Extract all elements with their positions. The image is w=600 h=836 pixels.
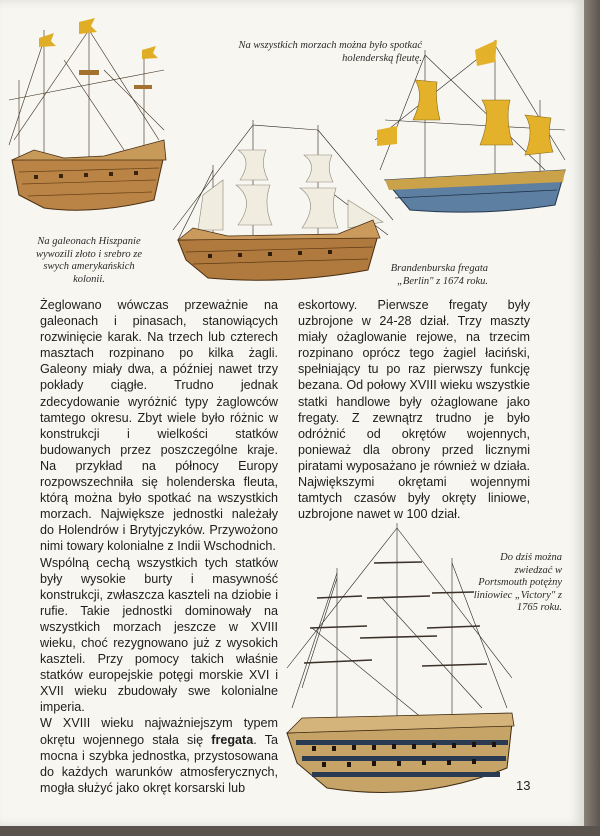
frigate-text-end: . Ta mocna i szybka jednostka, przystosowana do każdych warunków atmosferycznych, mogła służyć jako okręt korsarski lub [40,732,278,795]
page-number: 13 [516,778,531,793]
paragraph-common-features: Wspólną cechą wszystkich tych statków były wysokie burty i masywność konstrukcji, zwłaszcza kaszteli na dziobie i rufie. Takie jednostki dominowały na wszystkich morzach jeszcze w XVIII wieku, choć rezygnowano już z wysokich kaszteli. Przy pomocy takich właśnie statków europejskie potęgi morskie XVI i XVII wieku zbudowały swe kolonialne imperia. [40,555,278,715]
caption-spanish-galleon: Na galeonach Hiszpanie wywozili złoto i srebro ze swych amerykańskich kolonii. [36,236,142,285]
spanish-galleon-illustration [4,10,172,225]
paragraph-escort-frigates: eskortowy. Pierwsze fregaty były uzbrojone w 24-28 dział. Trzy maszty miały ożaglowanie rejowe, na trzecim rozpinano oprócz tego żagiel łaciński, spełniający tu po raz pierwszy funkcję bezana. Od połowy XVIII wieku wszystkie statki handlowe były ożaglowane jako fregaty. Z zewnątrz trudno je było odróżnić od okrętów wojennych, ponieważ dla obrony przed licznymi piratami wyposażano je również w działa. Największymi okrętami wojennymi tamtych czasów były okręty liniowe, uzbrojone nawet w 100 dział. [298,298,530,522]
page-bottom-edge [0,826,600,836]
frigate-text-start: W XVIII wieku najważniejszym typem okrętu wojennego stała się [40,716,278,747]
right-text-column [298,297,530,522]
paragraph-galleons: Żeglowano wówczas przeważnie na galeonach i pinasach, stanowiących rozwinięcie karak. Na trzech lub czterech masztach rozpinano po kilka żagli. Galeony miały dwa, a później nawet trzy pokłady ciągłe. Trudno jednak zdecydowanie wyróżnić typy żaglowców tamtego okresu. Zbyt wiele było różnic w konstrukcji i wielkości statków budowanych przez poszczególne kraje. Na przykład na północy Europy rozpowszechniła się holenderska fleuta, którą można było spotkać na wszystkich morzach. Największe jednostki należały do Holendrów i Brytyjczyków. Przywożono nimi towary kolonialne z Indii Wschodnich. [40,298,278,554]
caption-dutch-fluyt: Na wszystkich morzach można było spotkać holenderską fleutę. [238,40,422,64]
caption-brandenburg-frigate: Brandenburska fregata „Berlin" z 1674 roku. [390,263,488,287]
left-text-column [40,297,278,796]
paragraph-frigate [40,715,278,795]
victory-ship-illustration [282,518,520,816]
frigate-term: fregata [211,732,254,747]
brandenburg-frigate-illustration [168,110,398,290]
caption-victory: Do dziś można zwiedzać w Portsmouth potężny liniowiec „Victory" z 1765 roku. [473,552,562,613]
page-edge [584,0,600,836]
